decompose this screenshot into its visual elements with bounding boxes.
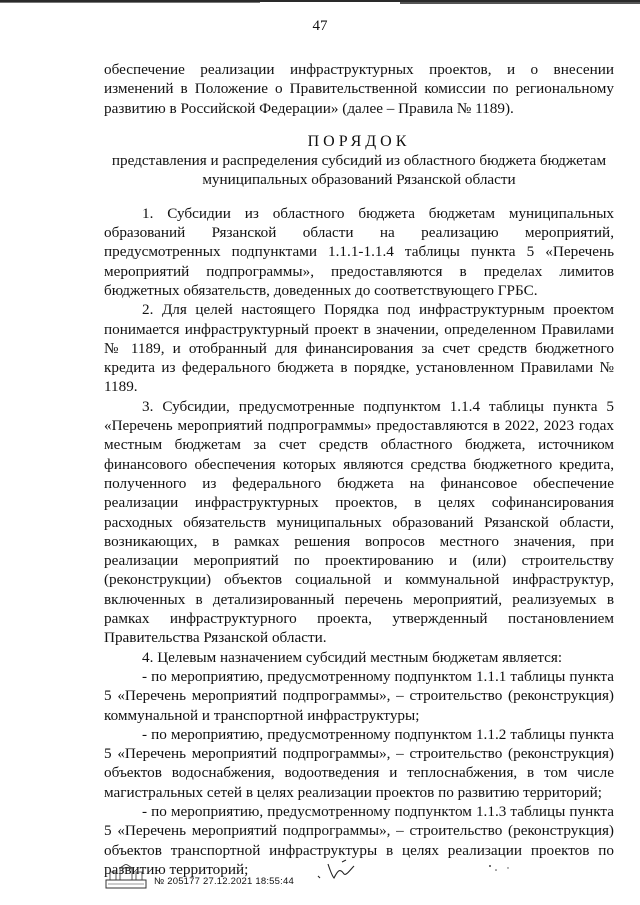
- document-footer: [104, 862, 624, 902]
- clause-1: 1. Субсидии из областного бюджета бюджетам муниципальных образований Рязанской области на реализацию мероприятий, предусмотренных подпунктами 1.1.1-1.1.4 таблицы пункта 5 «Перечень мероприятий подпрограммы», предоставляются в пределах лимитов бюджетных обязательств, доведенных до соответствующего ГРБС.: [104, 204, 614, 299]
- registry-stamp-icon: [104, 864, 148, 890]
- clause-4-item-1: - по мероприятию, предусмотренному подпунктом 1.1.1 таблицы пункта 5 «Перечень мероприятий подпрограммы», – строительство (реконструкция) коммунальной и транспортной инфраструктуры;: [104, 667, 614, 724]
- clause-4-item-2: - по мероприятию, предусмотренному подпунктом 1.1.2 таблицы пункта 5 «Перечень мероприятий подпрограммы», – строительство (реконструкция) объектов водоснабжения, водоотведения и теплоснабжения, в том числе магистральных сетей в целях реализации проектов по развитию территорий;: [104, 725, 614, 801]
- intro-paragraph: обеспечение реализации инфраструктурных проектов, и о внесении изменений в Положение о Правительственной комиссии по региональному развитию в Российской Федерации» (далее – Правила № 1189).: [104, 61, 614, 117]
- signature-mark: [314, 856, 364, 886]
- clause-2: 2. Для целей настоящего Порядка под инфраструктурным проектом понимается инфраструктурный проект в значении, определенном Правилами № 1189, и отобранный для финансирования за счет средств бюджетного кредита из федерального бюджета в порядке, установленном Правилами № 1189.: [104, 301, 614, 396]
- section-title: ПОРЯДОК: [307, 132, 411, 150]
- scan-top-edge: [0, 0, 640, 6]
- document-registration-id: № 205177 27.12.2021 18:55:44: [154, 876, 294, 887]
- scan-specks: [486, 862, 516, 882]
- clause-3: 3. Субсидии, предусмотренные подпунктом 1.1.4 таблицы пункта 5 «Перечень мероприятий подпрограммы» предоставляются в 2022, 2023 годах местным бюджетам за счет средств областного бюджета, источником финансового обеспечения которых являются средства бюджетного кредита, полученного из федерального бюджета на финансовое обеспечение реализации инфраструктурных проектов, в целях софинансирования расходных обязательств муниципальных образований Рязанской области, возникающих, в рамках решения вопросов местного значения, при реализации мероприятий по проектированию и (или) строительству (реконструкции) объектов социальной и коммунальной инфраструктур, включенных в детализированный перечень мероприятий, реализуемых в рамках инфраструктурного проекта, утвержденный постановлением Правительства Рязанской области.: [104, 397, 614, 647]
- clause-4: 4. Целевым назначением субсидий местным бюджетам является:: [142, 648, 563, 666]
- page-number: 47: [312, 18, 328, 34]
- clause-4-item-3: - по мероприятию, предусмотренному подпунктом 1.1.3 таблицы пункта 5 «Перечень мероприятий подпрограммы», – строительство (реконструкция) объектов транспортной инфраструктуры в целях реализации проектов по развитию территорий;: [104, 802, 614, 878]
- document-body: [104, 60, 614, 879]
- section-subtitle: представления и распределения субсидий из областного бюджета бюджетам муниципальных образований Рязанской области: [111, 152, 607, 189]
